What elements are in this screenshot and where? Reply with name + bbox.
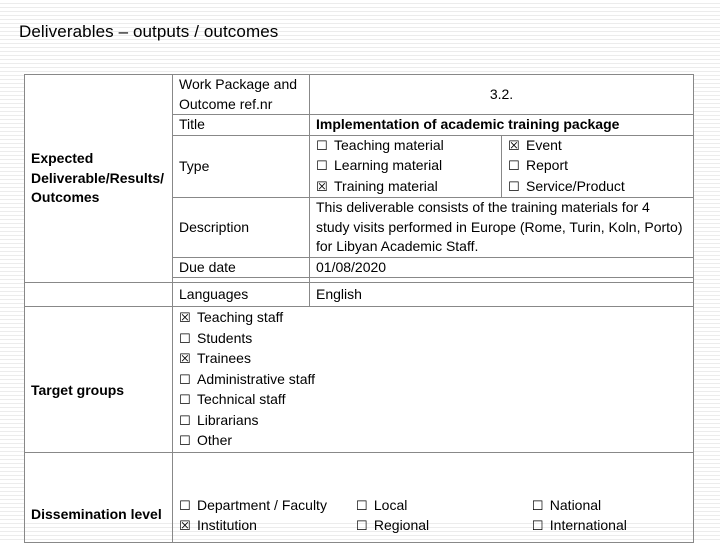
- checkbox-empty-icon: ☐: [179, 331, 191, 347]
- type-option-learning-material[interactable]: ☐ Learning material: [316, 156, 495, 177]
- type-options-left: [310, 135, 502, 198]
- checkbox-checked-icon: ☒: [508, 138, 520, 154]
- target-groups-label: Target groups: [25, 307, 173, 453]
- description-value: This deliverable consists of the training materials for 4 study visits performed in Europe (Rome, Turin, Koln, Porto) for Libyan Academic Staff.: [310, 198, 694, 258]
- dissemination-col-1: [179, 496, 352, 537]
- type-option-report[interactable]: ☐ Report: [508, 156, 687, 177]
- type-option-service-product[interactable]: ☐ Service/Product: [508, 177, 687, 198]
- dissemination-col-3: [532, 496, 672, 537]
- type-option-event[interactable]: ☒ Event: [508, 136, 687, 157]
- checkbox-checked-icon: ☒: [316, 179, 328, 195]
- wp-ref-label: Work Package and Outcome ref.nr: [173, 75, 310, 115]
- wp-ref-value: 3.2.: [310, 75, 694, 115]
- title-label: Title: [173, 115, 310, 136]
- checkbox-empty-icon: ☐: [508, 179, 520, 195]
- checkbox-empty-icon: ☐: [316, 159, 328, 174]
- dissemination-options: [173, 452, 694, 542]
- target-group-librarians[interactable]: ☐ Librarians: [179, 411, 687, 432]
- checkbox-empty-icon: ☐: [531, 519, 544, 534]
- dissemination-national[interactable]: ☐ National: [532, 496, 672, 517]
- title-value: Implementation of academic training package: [310, 115, 694, 136]
- checkbox-empty-icon: ☐: [179, 413, 191, 429]
- checkbox-empty-icon: ☐: [508, 159, 520, 174]
- checkbox-checked-icon: ☒: [179, 519, 191, 534]
- languages-value: English: [310, 283, 694, 307]
- checkbox-empty-icon: ☐: [179, 434, 191, 449]
- checkbox-empty-icon: ☐: [179, 498, 191, 514]
- checkbox-empty-icon: ☐: [179, 393, 191, 408]
- type-option-teaching-material[interactable]: ☐ Teaching material: [316, 136, 495, 157]
- target-group-students[interactable]: ☐ Students: [179, 329, 687, 350]
- due-date-label: Due date: [173, 257, 310, 278]
- due-date-value: 01/08/2020: [310, 257, 694, 278]
- target-group-trainees[interactable]: ☒ Trainees: [179, 349, 687, 370]
- checkbox-empty-icon: ☐: [179, 372, 191, 388]
- target-group-administrative-staff[interactable]: ☐ Administrative staff: [179, 370, 687, 391]
- dissemination-col-2: [356, 496, 528, 537]
- checkbox-empty-icon: ☐: [531, 498, 544, 514]
- checkbox-empty-icon: ☐: [355, 498, 368, 514]
- dissemination-institution[interactable]: ☒ Institution: [179, 516, 352, 537]
- dissemination-local[interactable]: ☐ Local: [356, 496, 528, 517]
- target-groups-list: [173, 307, 694, 453]
- checkbox-checked-icon: ☒: [179, 311, 191, 326]
- type-options-right: [502, 135, 694, 198]
- type-option-training-material[interactable]: ☒ Training material: [316, 177, 495, 198]
- deliverable-form-table: [24, 74, 693, 534]
- dissemination-department-faculty[interactable]: ☐ Department / Faculty: [179, 496, 352, 517]
- expected-deliverable-label: Expected Deliverable/Results/ Outcomes: [25, 75, 173, 283]
- target-group-other[interactable]: ☐ Other: [179, 431, 687, 452]
- type-label: Type: [173, 135, 310, 198]
- target-group-teaching-staff[interactable]: ☒ Teaching staff: [179, 308, 687, 329]
- target-group-technical-staff[interactable]: ☐ Technical staff: [179, 390, 687, 411]
- dissemination-level-label: Dissemination level: [25, 452, 173, 542]
- slide-title: Deliverables – outputs / outcomes: [19, 22, 279, 41]
- dissemination-regional[interactable]: ☐ Regional: [356, 516, 528, 537]
- checkbox-empty-icon: ☐: [316, 138, 328, 154]
- blank-label-cell: [25, 283, 173, 307]
- dissemination-international[interactable]: ☐ International: [532, 516, 672, 537]
- checkbox-empty-icon: ☐: [355, 519, 368, 534]
- description-label: Description: [173, 198, 310, 258]
- checkbox-checked-icon: ☒: [179, 352, 191, 367]
- languages-label: Languages: [173, 283, 310, 307]
